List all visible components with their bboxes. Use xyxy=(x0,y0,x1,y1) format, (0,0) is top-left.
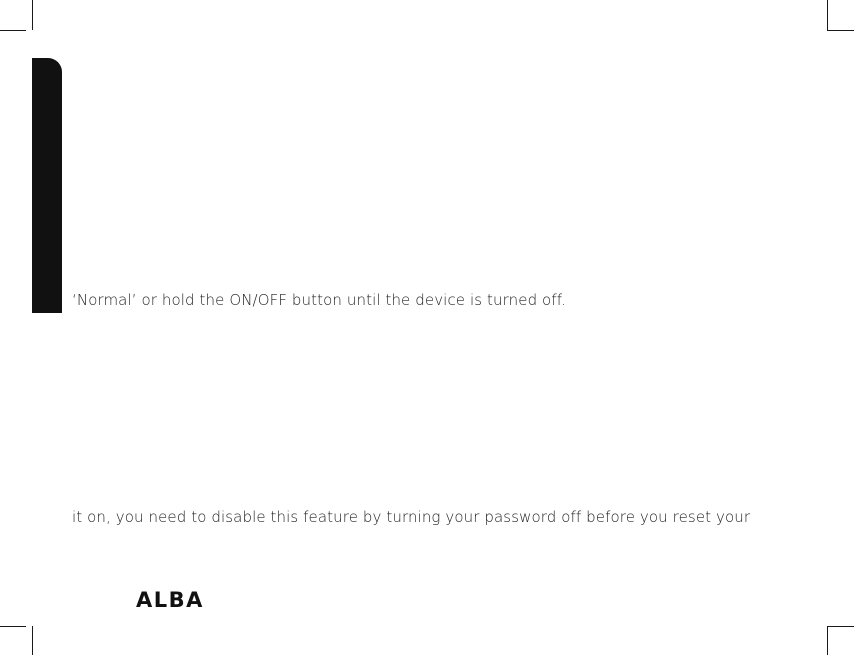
crop-mark-bottom-left-vertical xyxy=(32,626,33,655)
body-text-line: ‘Normal’ or hold the ON/OFF button until the device is turned off. xyxy=(72,291,566,309)
body-text-line: it on, you need to disable this feature by turning your password off before you reset your xyxy=(72,508,751,526)
section-side-tab xyxy=(32,58,62,313)
crop-mark-top-left-horizontal xyxy=(0,30,26,31)
brand-logo: ALBA xyxy=(136,588,204,612)
crop-mark-bottom-right-horizontal xyxy=(827,626,854,627)
crop-mark-top-right-horizontal xyxy=(827,30,854,31)
crop-mark-top-right-vertical xyxy=(827,0,828,30)
crop-mark-top-left-vertical xyxy=(32,0,33,30)
crop-mark-bottom-left-horizontal xyxy=(0,626,26,627)
crop-mark-bottom-right-vertical xyxy=(827,626,828,655)
